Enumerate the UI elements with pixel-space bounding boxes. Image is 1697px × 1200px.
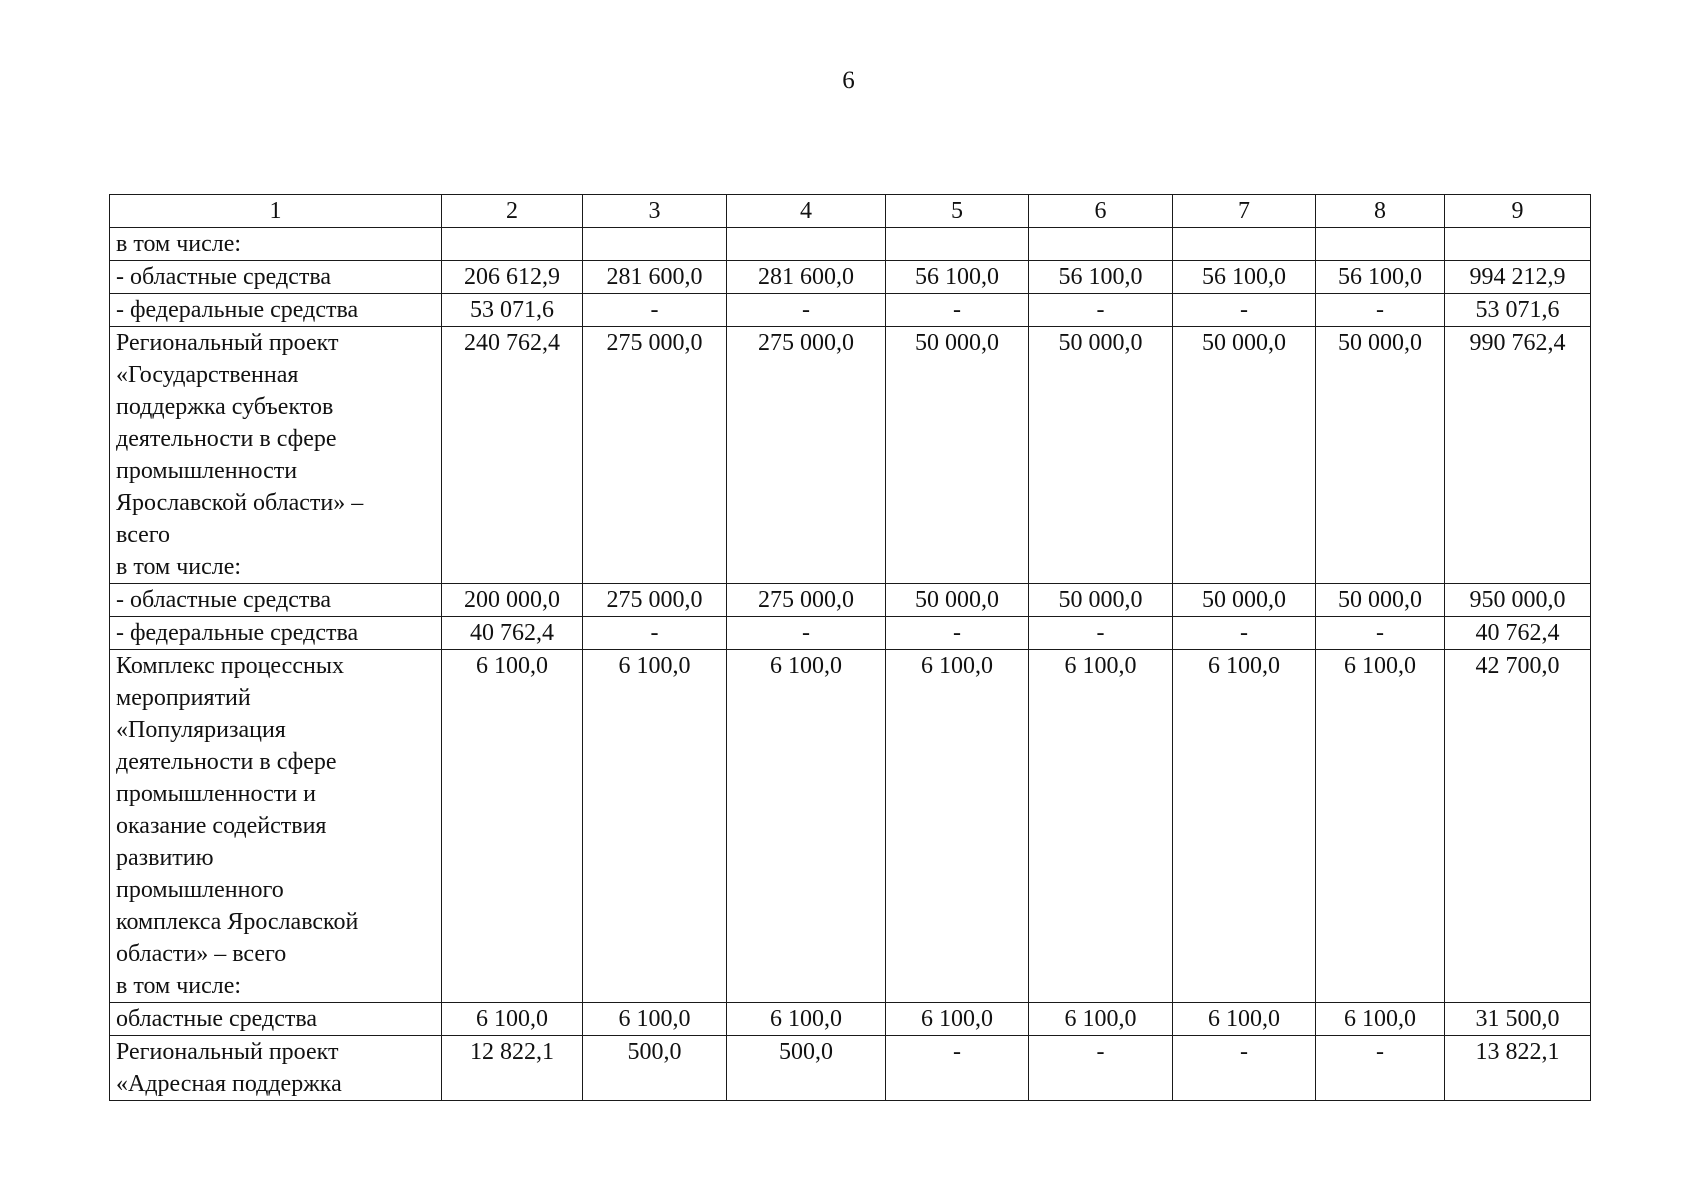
value-cell: 206 612,9	[442, 261, 583, 294]
value-cell: -	[727, 617, 886, 650]
value-cell	[583, 228, 727, 261]
value-cell: 950 000,0	[1445, 584, 1591, 617]
value-cell: 6 100,0	[727, 650, 886, 1003]
row-label-cell: - федеральные средства	[110, 294, 442, 327]
value-cell: 56 100,0	[1316, 261, 1445, 294]
value-cell: 6 100,0	[1316, 650, 1445, 1003]
row-label-cell: - областные средства	[110, 261, 442, 294]
row-label-cell: - областные средства	[110, 584, 442, 617]
value-cell: 281 600,0	[727, 261, 886, 294]
column-number-cell: 2	[442, 195, 583, 228]
table-row	[110, 650, 1591, 1003]
column-number-cell: 6	[1029, 195, 1173, 228]
value-cell: 50 000,0	[886, 327, 1029, 584]
value-cell: -	[583, 294, 727, 327]
value-cell: -	[583, 617, 727, 650]
column-number-cell: 4	[727, 195, 886, 228]
value-cell: 50 000,0	[1029, 327, 1173, 584]
value-cell: -	[886, 617, 1029, 650]
table-row	[110, 228, 1591, 261]
value-cell: -	[1029, 294, 1173, 327]
value-cell: 56 100,0	[1029, 261, 1173, 294]
value-cell: 281 600,0	[583, 261, 727, 294]
value-cell: 56 100,0	[886, 261, 1029, 294]
column-number-cell: 3	[583, 195, 727, 228]
row-label-cell: областные средства	[110, 1003, 442, 1036]
table-header-row	[110, 195, 1591, 228]
row-label-cell: Региональный проект «Адресная поддержка	[110, 1036, 442, 1101]
value-cell	[886, 228, 1029, 261]
row-label-cell: Региональный проект «Государственная поддержка субъектов деятельности в сфере промышленности Ярославской области» – всего в том числе:	[110, 327, 442, 584]
value-cell: 40 762,4	[1445, 617, 1591, 650]
value-cell: 200 000,0	[442, 584, 583, 617]
row-label-cell: в том числе:	[110, 228, 442, 261]
value-cell: -	[727, 294, 886, 327]
value-cell: 275 000,0	[583, 327, 727, 584]
page-number: 6	[842, 67, 855, 94]
table-row	[110, 327, 1591, 584]
value-cell: -	[886, 1036, 1029, 1101]
row-label-cell: Комплекс процессных мероприятий «Популяризация деятельности в сфере промышленности и оказание содействия развитию промышленного комплекса Ярославской области» – всего в том числе:	[110, 650, 442, 1003]
value-cell: -	[1173, 1036, 1316, 1101]
value-cell: 275 000,0	[583, 584, 727, 617]
value-cell: 13 822,1	[1445, 1036, 1591, 1101]
value-cell	[442, 228, 583, 261]
value-cell: 50 000,0	[1173, 584, 1316, 617]
value-cell	[1445, 228, 1591, 261]
value-cell: 50 000,0	[1029, 584, 1173, 617]
value-cell: 50 000,0	[1316, 584, 1445, 617]
value-cell: 6 100,0	[583, 650, 727, 1003]
value-cell: 6 100,0	[1029, 1003, 1173, 1036]
value-cell: 275 000,0	[727, 584, 886, 617]
value-cell: 40 762,4	[442, 617, 583, 650]
value-cell: 275 000,0	[727, 327, 886, 584]
value-cell: 6 100,0	[1173, 650, 1316, 1003]
value-cell: 6 100,0	[886, 650, 1029, 1003]
value-cell	[727, 228, 886, 261]
column-number-cell: 7	[1173, 195, 1316, 228]
row-label-cell: - федеральные средства	[110, 617, 442, 650]
value-cell: -	[1316, 294, 1445, 327]
value-cell: 6 100,0	[442, 1003, 583, 1036]
value-cell: 50 000,0	[886, 584, 1029, 617]
value-cell: 994 212,9	[1445, 261, 1591, 294]
value-cell: -	[886, 294, 1029, 327]
value-cell: 6 100,0	[1173, 1003, 1316, 1036]
value-cell: -	[1029, 617, 1173, 650]
value-cell: 50 000,0	[1316, 327, 1445, 584]
table-row	[110, 1036, 1591, 1101]
table-row	[110, 261, 1591, 294]
table-row	[110, 1003, 1591, 1036]
value-cell: 6 100,0	[886, 1003, 1029, 1036]
column-number-cell: 9	[1445, 195, 1591, 228]
value-cell: 6 100,0	[583, 1003, 727, 1036]
value-cell: 6 100,0	[727, 1003, 886, 1036]
value-cell: 240 762,4	[442, 327, 583, 584]
value-cell	[1316, 228, 1445, 261]
value-cell: -	[1316, 617, 1445, 650]
value-cell: -	[1173, 294, 1316, 327]
value-cell: 56 100,0	[1173, 261, 1316, 294]
value-cell: 6 100,0	[1316, 1003, 1445, 1036]
column-number-cell: 8	[1316, 195, 1445, 228]
value-cell: 53 071,6	[442, 294, 583, 327]
value-cell: 500,0	[583, 1036, 727, 1101]
value-cell: -	[1029, 1036, 1173, 1101]
value-cell: -	[1316, 1036, 1445, 1101]
table-row	[110, 617, 1591, 650]
value-cell: 42 700,0	[1445, 650, 1591, 1003]
value-cell: 50 000,0	[1173, 327, 1316, 584]
value-cell	[1173, 228, 1316, 261]
table-row	[110, 584, 1591, 617]
value-cell: -	[1173, 617, 1316, 650]
value-cell: 53 071,6	[1445, 294, 1591, 327]
column-number-cell: 1	[110, 195, 442, 228]
column-number-cell: 5	[886, 195, 1029, 228]
budget-table	[109, 194, 1591, 1101]
table-row	[110, 294, 1591, 327]
value-cell: 6 100,0	[1029, 650, 1173, 1003]
value-cell: 500,0	[727, 1036, 886, 1101]
value-cell	[1029, 228, 1173, 261]
value-cell: 12 822,1	[442, 1036, 583, 1101]
value-cell: 31 500,0	[1445, 1003, 1591, 1036]
value-cell: 990 762,4	[1445, 327, 1591, 584]
value-cell: 6 100,0	[442, 650, 583, 1003]
